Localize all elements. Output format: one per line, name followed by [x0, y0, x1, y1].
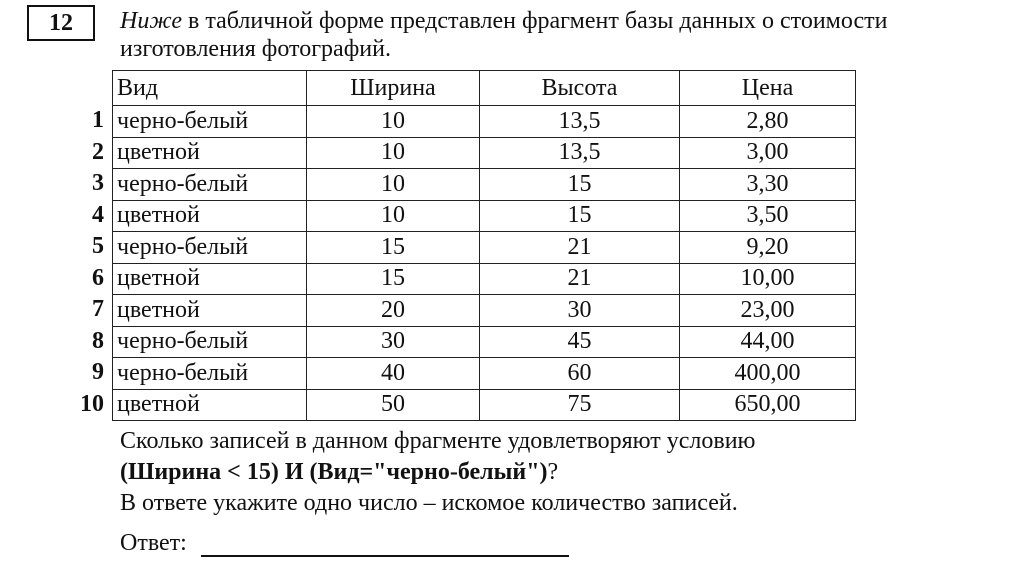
question-condition: [120, 457, 755, 488]
cell-height: 75: [480, 389, 680, 421]
answer-row: [120, 530, 569, 557]
row-number: 3: [92, 170, 104, 196]
header-height: Высота: [480, 71, 680, 106]
header-type: Вид: [113, 71, 307, 106]
table-row: [113, 106, 856, 138]
task-intro: [120, 6, 1020, 64]
question-line-3: В ответе укажите одно число – искомое количество записей.: [120, 490, 738, 516]
table-row: [113, 137, 856, 169]
cell-type: черно-белый: [113, 232, 307, 264]
cell-type: цветной: [113, 263, 307, 295]
cell-height: 45: [480, 326, 680, 358]
cell-width: 10: [307, 200, 480, 232]
cell-price: 650,00: [680, 389, 856, 421]
row-number: 8: [92, 327, 104, 354]
cell-type: черно-белый: [113, 358, 307, 390]
table-row: [113, 232, 856, 264]
cell-price: 23,00: [680, 295, 856, 327]
cell-height: 21: [480, 263, 680, 295]
question-line-1: Сколько записей в данном фрагменте удовлетворяют условию: [120, 428, 756, 454]
cell-width: 30: [307, 326, 480, 358]
row-number: 5: [92, 233, 104, 259]
header-price: Цена: [680, 71, 856, 106]
intro-line-1-rest: в табличной форме представлен фрагмент базы данных о стоимости: [182, 8, 888, 34]
cell-height: 13,5: [480, 137, 680, 169]
row-number: 10: [80, 390, 104, 417]
table-row: [113, 295, 856, 327]
intro-italic-word: Ниже: [120, 8, 182, 34]
cell-price: 10,00: [680, 263, 856, 295]
cell-price: 44,00: [680, 326, 856, 358]
cell-width: 15: [307, 232, 480, 264]
cell-height: 21: [480, 232, 680, 264]
cell-width: 50: [307, 389, 480, 421]
intro-line-1: [120, 6, 1020, 36]
row-number: 7: [92, 296, 104, 322]
answer-blank-line[interactable]: [201, 531, 569, 557]
cell-width: 20: [307, 295, 480, 327]
cell-price: 2,80: [680, 106, 856, 138]
row-number: 2: [92, 138, 104, 165]
cell-height: 15: [480, 169, 680, 201]
task-number-box: [27, 5, 95, 41]
cell-width: 15: [307, 263, 480, 295]
cell-price: 3,00: [680, 137, 856, 169]
row-number: 1: [92, 107, 104, 133]
cell-price: 400,00: [680, 358, 856, 390]
table-header-row: [113, 71, 856, 106]
question-block: [120, 426, 755, 519]
cell-width: 10: [307, 106, 480, 138]
task-number: 12: [49, 9, 73, 36]
photo-price-table: [112, 70, 856, 421]
cell-height: 15: [480, 200, 680, 232]
cell-type: цветной: [113, 200, 307, 232]
cell-type: черно-белый: [113, 326, 307, 358]
condition-tail: ?: [547, 459, 559, 485]
cell-type: черно-белый: [113, 169, 307, 201]
cell-width: 40: [307, 358, 480, 390]
cell-price: 3,30: [680, 169, 856, 201]
row-number: 6: [92, 264, 104, 291]
cell-price: 9,20: [680, 232, 856, 264]
cell-price: 3,50: [680, 200, 856, 232]
table-row: [113, 358, 856, 390]
cell-type: цветной: [113, 389, 307, 421]
cell-width: 10: [307, 169, 480, 201]
cell-height: 13,5: [480, 106, 680, 138]
header-width: Ширина: [307, 71, 480, 106]
table-row: [113, 263, 856, 295]
table-row: [113, 326, 856, 358]
table-row: [113, 169, 856, 201]
cell-type: цветной: [113, 295, 307, 327]
row-number-column: [60, 105, 112, 420]
cell-width: 10: [307, 137, 480, 169]
row-number: 9: [92, 359, 104, 385]
table-row: [113, 389, 856, 421]
cell-type: черно-белый: [113, 106, 307, 138]
cell-height: 60: [480, 358, 680, 390]
cell-type: цветной: [113, 137, 307, 169]
row-number: 4: [92, 201, 104, 228]
intro-line-2: изготовления фотографий.: [120, 36, 391, 62]
table-row: [113, 200, 856, 232]
answer-label: Ответ:: [120, 530, 187, 556]
condition-bold: (Ширина < 15) И (Вид="черно-белый"): [120, 459, 548, 485]
cell-height: 30: [480, 295, 680, 327]
